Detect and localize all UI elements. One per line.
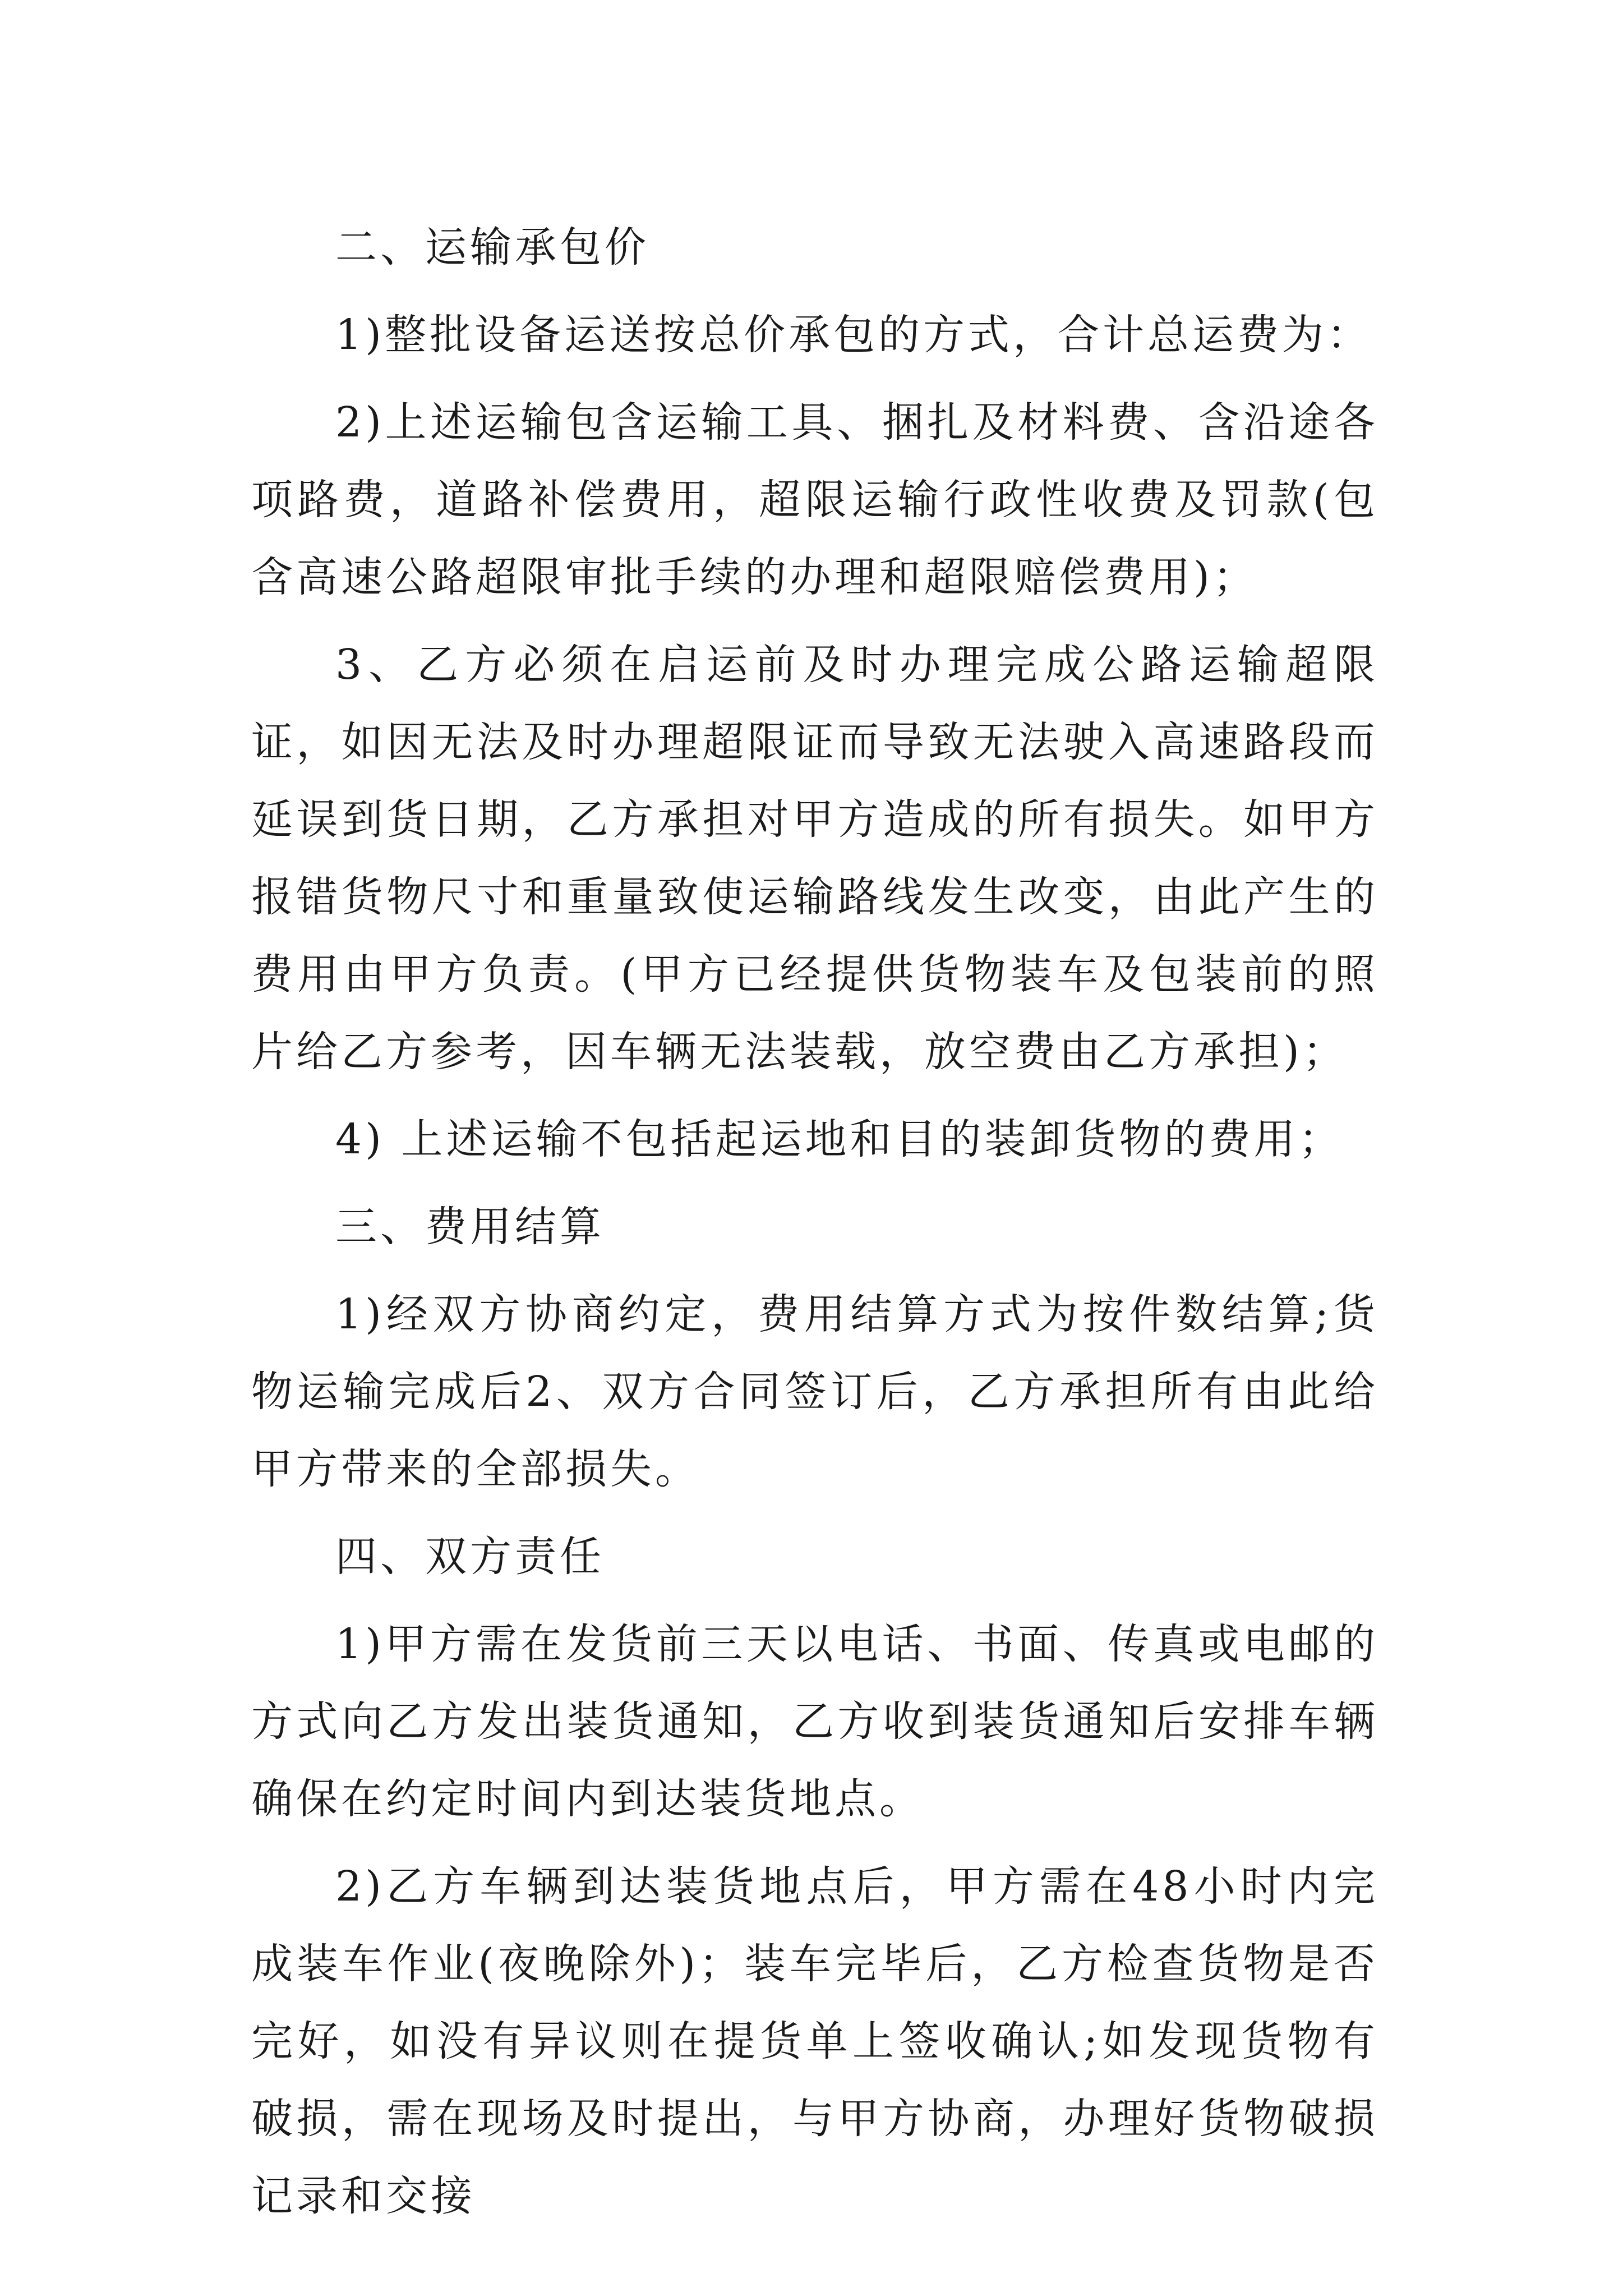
paragraph-transport-includes: 2)上述运输包含运输工具、捆扎及材料费、含沿途各项路费，道路补偿费用，超限运输行政性收费及罚款(包含高速公路超限审批手续的办理和超限赔偿费用)； [251, 398, 1378, 601]
paragraph-loading-notice: 1)甲方需在发货前三天以电话、书面、传真或电邮的方式向乙方发出装货通知，乙方收到装货通知后安排车辆确保在约定时间内到达装货地点。 [251, 1620, 1378, 1823]
paragraph-total-price: 1)整批设备运送按总价承包的方式，合计总运费为： [335, 311, 1372, 359]
paragraph-settlement-method: 1)经双方协商约定，费用结算方式为按件数结算;货物运输完成后2、双方合同签订后，乙方承担所有由此给甲方带来的全部损失。 [251, 1290, 1378, 1493]
document-body [251, 209, 1378, 2235]
section-heading-transport-price: 二、运输承包价 [335, 223, 649, 272]
paragraph-loading-inspection: 2)乙方车辆到达装货地点后，甲方需在48小时内完成装车作业(夜晚除外)；装车完毕后，乙方检查货物是否完好，如没有异议则在提货单上签收确认;如发现货物有破损，需在现场及时提出，与甲方协商，办理好货物破损记录和交接 [251, 1862, 1378, 2220]
section-heading-settlement: 三、费用结算 [335, 1203, 605, 1251]
paragraph-excludes-loading: 4) 上述运输不包括起运地和目的装卸货物的费用； [335, 1115, 1344, 1163]
paragraph-overlimit-permit: 3、乙方必须在启运前及时办理完成公路运输超限证，如因无法及时办理超限证而导致无法驶入高速路段而延误到货日期，乙方承担对甲方造成的所有损失。如甲方报错货物尺寸和重量致使运输路线发生改变，由此产生的费用由甲方负责。(甲方已经提供货物装车及包装前的照片给乙方参考，因车辆无法装载，放空费由乙方承担)； [251, 641, 1378, 1076]
section-heading-responsibilities: 四、双方责任 [335, 1533, 605, 1581]
